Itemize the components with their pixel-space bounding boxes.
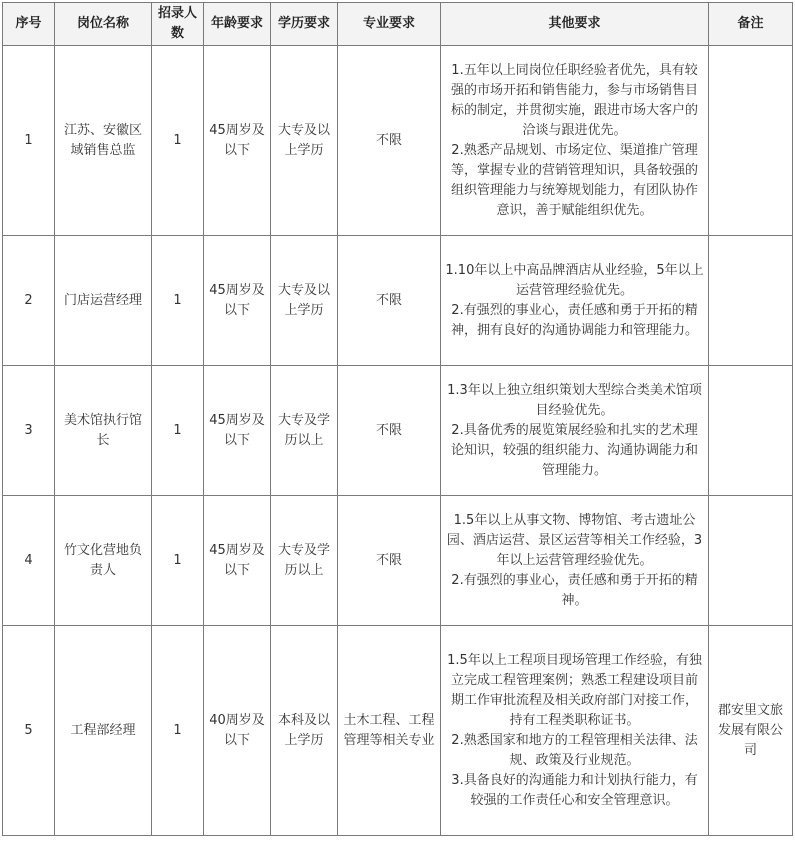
requirement-line: 1.5年以上工程项目现场管理工作经验，有独立完成工程管理案例；熟悉工程建设项目前期工作审批流程及相关政府部门对接工作，持有工程类职称证书。 xyxy=(447,652,702,728)
cell-note xyxy=(709,46,793,236)
cell-age: 40周岁及以下 xyxy=(204,626,271,836)
cell-education: 大专及以上学历 xyxy=(271,236,338,366)
cell-other xyxy=(441,366,709,496)
cell-count: 1 xyxy=(152,46,204,236)
cell-other xyxy=(441,496,709,626)
cell-major: 不限 xyxy=(338,496,441,626)
header-other: 其他要求 xyxy=(441,3,709,46)
cell-age: 45周岁及以下 xyxy=(204,496,271,626)
requirement-line: 2.具备优秀的展览策展经验和扎实的艺术理论知识，较强的组织能力、沟通协调能力和管理能力。 xyxy=(450,422,698,478)
cell-no: 3 xyxy=(3,366,55,496)
cell-position: 美术馆执行馆长 xyxy=(55,366,152,496)
cell-note: 郡安里文旅发展有限公司 xyxy=(709,626,793,836)
header-age: 年龄要求 xyxy=(204,3,271,46)
header-position: 岗位名称 xyxy=(55,3,152,46)
cell-major: 不限 xyxy=(338,46,441,236)
cell-position: 工程部经理 xyxy=(55,626,152,836)
requirement-line: 1.3年以上独立组织策划大型综合类美术馆项目经验优先。 xyxy=(447,382,702,418)
requirement-line: 2.有强烈的事业心，责任感和勇于开拓的精神。 xyxy=(451,572,698,608)
cell-major: 土木工程、工程管理等相关专业 xyxy=(338,626,441,836)
header-education: 学历要求 xyxy=(271,3,338,46)
header-note: 备注 xyxy=(709,3,793,46)
table-row xyxy=(3,46,793,236)
requirement-line: 2.熟悉国家和地方的工程管理相关法律、法规、政策及行业规范。 xyxy=(451,732,698,768)
cell-no: 1 xyxy=(3,46,55,236)
cell-position: 江苏、安徽区域销售总监 xyxy=(55,46,152,236)
cell-position: 门店运营经理 xyxy=(55,236,152,366)
requirement-line: 2.有强烈的事业心，责任感和勇于开拓的精神，拥有良好的沟通协调能力和管理能力。 xyxy=(450,302,698,338)
table-row xyxy=(3,236,793,366)
requirement-line: 3.具备良好的沟通能力和计划执行能力，有较强的工作责任心和安全管理意识。 xyxy=(451,772,698,808)
cell-no: 5 xyxy=(3,626,55,836)
cell-count: 1 xyxy=(152,496,204,626)
recruitment-table xyxy=(2,2,793,836)
cell-age: 45周岁及以下 xyxy=(204,236,271,366)
cell-major: 不限 xyxy=(338,236,441,366)
cell-note xyxy=(709,236,793,366)
table-row xyxy=(3,366,793,496)
cell-other xyxy=(441,626,709,836)
cell-note xyxy=(709,366,793,496)
header-major: 专业要求 xyxy=(338,3,441,46)
cell-note xyxy=(709,496,793,626)
cell-education: 本科及以上学历 xyxy=(271,626,338,836)
requirement-line: 2.熟悉产品规划、市场定位、渠道推广管理等，掌握专业的营销管理知识，具备较强的组织管理能力与统筹规划能力，有团队协作意识，善于赋能组织优先。 xyxy=(450,142,698,218)
requirement-line: 1.10年以上中高品牌酒店从业经验，5年以上运营管理经验优先。 xyxy=(445,262,704,298)
cell-no: 2 xyxy=(3,236,55,366)
cell-other xyxy=(441,46,709,236)
cell-no: 4 xyxy=(3,496,55,626)
cell-age: 45周岁及以下 xyxy=(204,366,271,496)
header-no: 序号 xyxy=(3,3,55,46)
table-row xyxy=(3,496,793,626)
table-row xyxy=(3,626,793,836)
header-row xyxy=(3,3,793,46)
requirement-line: 1.5年以上从事文物、博物馆、考古遗址公园、酒店运营、景区运营等相关工作经验，3年以上运营管理经验优先。 xyxy=(446,512,703,568)
cell-education: 大专及学历以上 xyxy=(271,496,338,626)
cell-age: 45周岁及以下 xyxy=(204,46,271,236)
cell-other xyxy=(441,236,709,366)
cell-count: 1 xyxy=(152,626,204,836)
cell-count: 1 xyxy=(152,366,204,496)
cell-position: 竹文化营地负责人 xyxy=(55,496,152,626)
cell-major: 不限 xyxy=(338,366,441,496)
cell-education: 大专及以上学历 xyxy=(271,46,338,236)
cell-count: 1 xyxy=(152,236,204,366)
cell-education: 大专及学历以上 xyxy=(271,366,338,496)
header-count: 招录人数 xyxy=(152,3,204,46)
requirement-line: 1.五年以上同岗位任职经验者优先，具有较强的市场开拓和销售能力，参与市场销售目标的制定，并贯彻实施，跟进市场大客户的洽谈与跟进优先。 xyxy=(450,62,698,138)
